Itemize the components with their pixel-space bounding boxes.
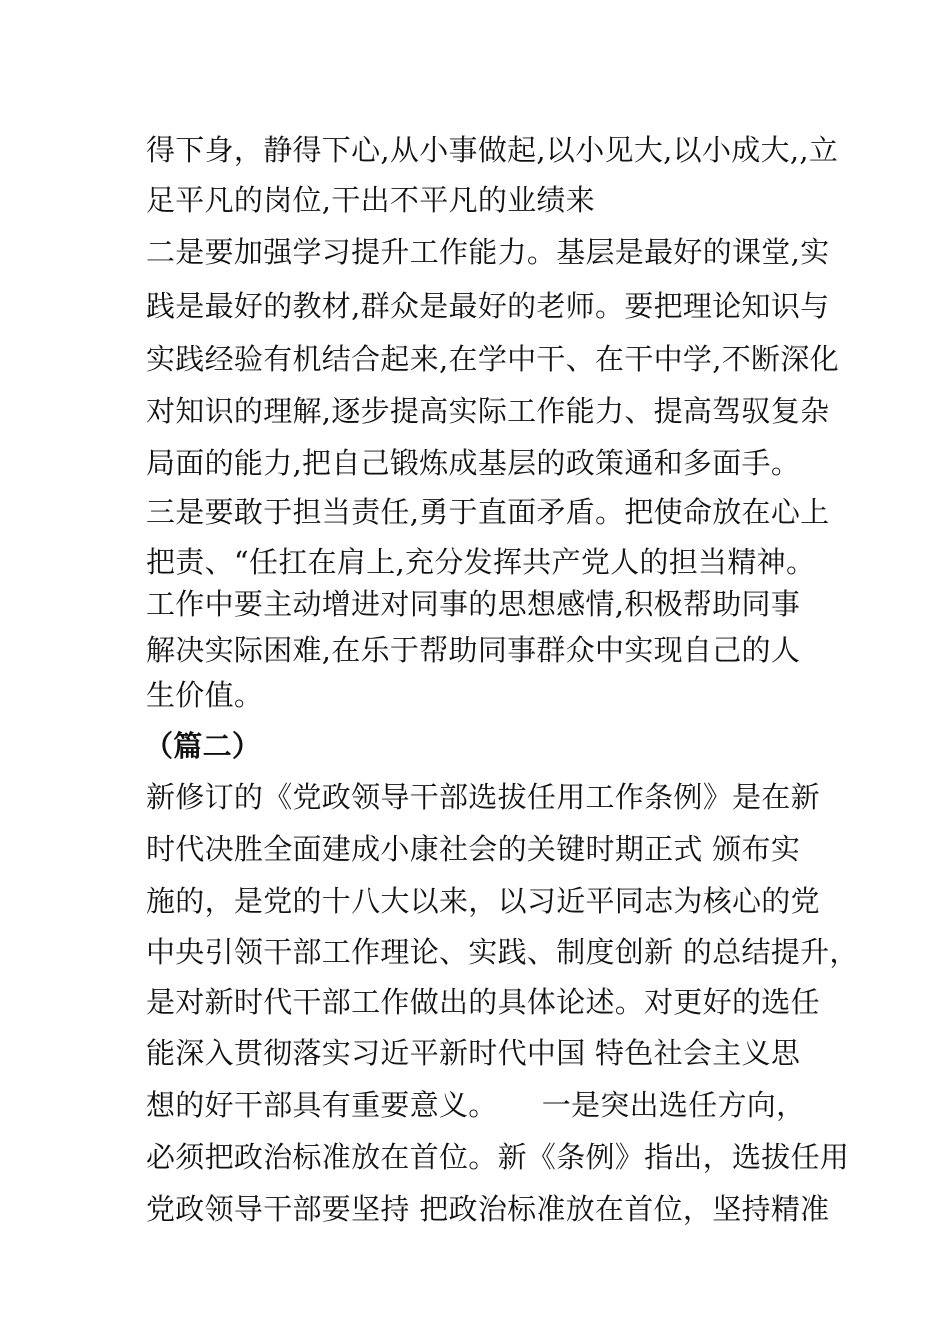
- text-line: 三是要敢于担当责任,勇于直面矛盾。把使命放在心上: [146, 495, 830, 529]
- text-line: 工作中要主动增进对同事的思想感情,积极帮助同事: [146, 587, 801, 621]
- text-line: 生价值。: [146, 678, 264, 712]
- text-line: 必须把政治标准放在首位。新《条例》指出，选拔任用: [146, 1140, 850, 1174]
- text-line: 对知识的理解,逐步提高实际工作能力、提高驾驭复杂: [146, 394, 830, 428]
- text-line: 足平凡的岗位,干出不平凡的业绩来: [146, 183, 596, 217]
- text-line: 中央引领干部工作理论、实践、制度创新 的总结提升，: [146, 935, 859, 969]
- text-line: 是对新时代干部工作做出的具体论述。对更好的选任: [146, 985, 820, 1019]
- text-line: 践是最好的教材,群众是最好的老师。要把理论知识与: [146, 289, 830, 323]
- text-line: 二是要加强学习提升工作能力。基层是最好的课堂,实: [146, 235, 830, 269]
- text-line: 把责、“任扛在肩上,充分发挥共产党人的担当精神。: [146, 545, 816, 579]
- text-line: 党政领导干部要坚持 把政治标准放在首位，坚持精准: [146, 1192, 830, 1226]
- text-line: 局面的能力,把自己锻炼成基层的政策通和多面手。: [146, 446, 801, 480]
- text-line: 新修订的《党政领导干部选拔任用工作条例》是在新: [146, 780, 820, 814]
- text-line: 施的，是党的十八大以来，以习近平同志为核心的党: [146, 884, 820, 918]
- text-line: 时代决胜全面建成小康社会的关键时期正式 颁布实: [146, 832, 801, 866]
- text-line: 解决实际困难,在乐于帮助同事群众中实现自己的人: [146, 633, 801, 667]
- text-line: 能深入贯彻落实习近平新时代中国 特色社会主义思: [146, 1036, 801, 1070]
- section-heading: （篇二）: [144, 729, 262, 763]
- text-line: 实践经验有机结合起来,在学中干、在干中学,不断深化: [146, 342, 839, 376]
- text-line: 得下身，静得下心,从小事做起,以小见大,以小成大,,立: [146, 133, 839, 167]
- text-line: 想的好干部具有重要意义。 一是突出选任方向，: [146, 1088, 806, 1122]
